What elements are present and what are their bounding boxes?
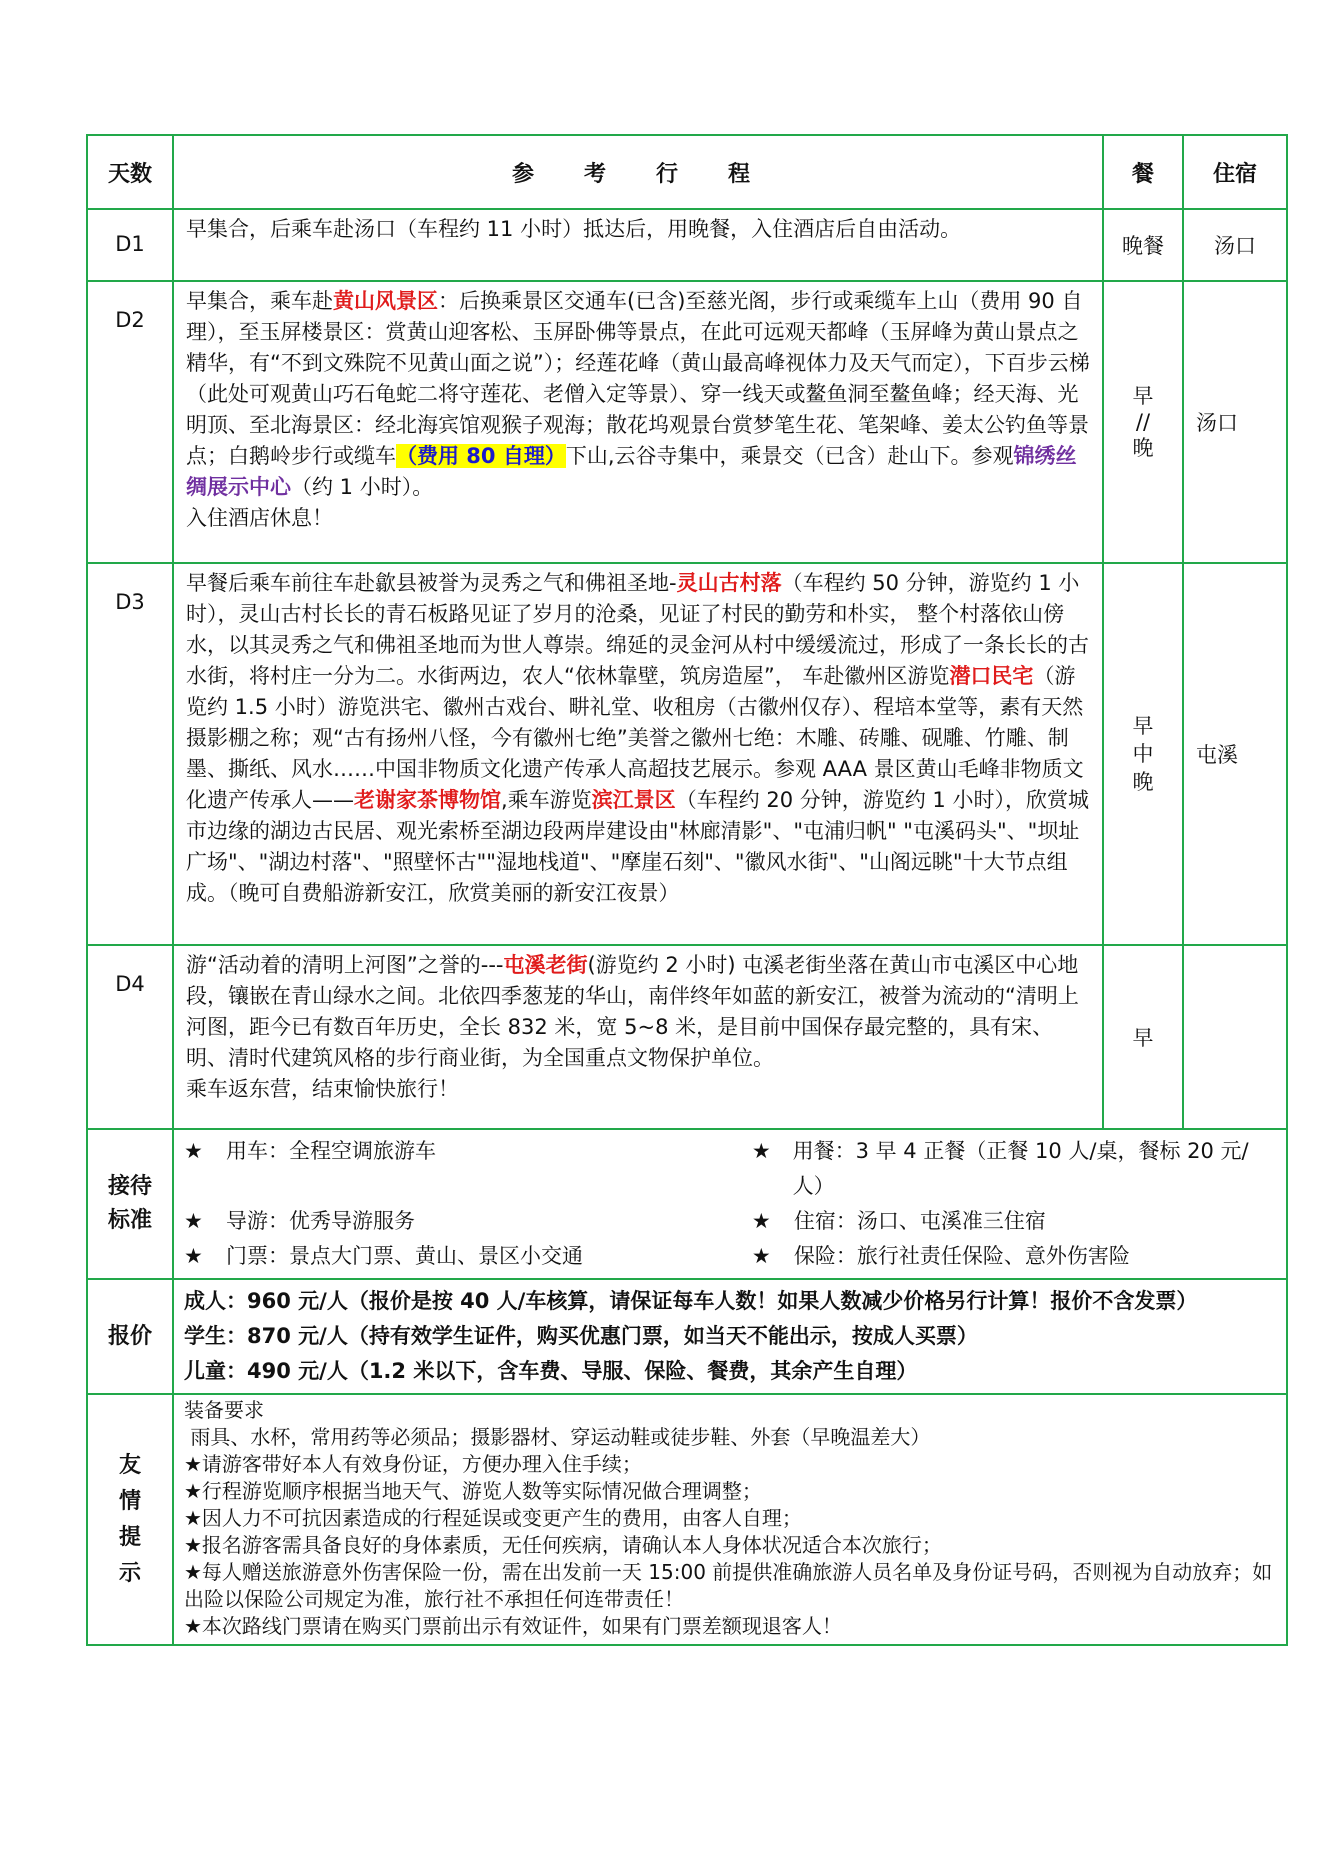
header-itinerary: 参 考 行 程 [173,135,1103,209]
tips-label: 友 情 提 示 [87,1394,173,1645]
tips-line: ★行程游览顺序根据当地天气、游览人数等实际情况做合理调整； [184,1479,762,1503]
price-row [87,1279,1287,1394]
itinerary-sheet [86,134,1286,1646]
standard-item-text: 用车：全程空调旅游车 [226,1139,436,1163]
day-hotel [1183,945,1287,1129]
day-hotel: 汤口 [1183,281,1287,563]
tips-line: ★报名游客需具备良好的身体素质，无任何疾病，请确认本人身体状况适合本次旅行； [184,1533,942,1557]
day-row-d4 [87,945,1287,1129]
price-student: 学生：870 元/人（持有效学生证件，购买优惠门票，如当天不能出示，按成人买票） [184,1324,978,1348]
tips-line: 装备要求 [184,1398,264,1422]
standard-line [184,1239,1276,1274]
spot-name: 锦绣丝绸展示中心 [186,444,1077,499]
standard-item [752,1204,1276,1239]
spot-name: 滨江景区 [591,788,676,812]
itinerary-table [86,134,1288,1646]
star-icon: ★ [751,1209,771,1233]
standard-label: 接待 标准 [87,1129,173,1279]
day-row-d1 [87,209,1287,281]
text-segment: 游“活动着的清明上河图”之誉的--- [186,953,504,977]
tips-line: ★每人赠送旅游意外伤害保险一份，需在出发前一天 15:00 前提供准确旅游人员名单及身份证号码，否则视为自动放弃；如出险以保险公司规定为准，旅行社不承担任何连带责任！ [184,1560,1273,1611]
tips-line: ★因人力不可抗因素造成的行程延误或变更产生的费用，由客人自理； [184,1506,802,1530]
standard-item-text: 住宿：汤口、屯溪准三住宿 [793,1209,1046,1233]
star-icon: ★ [184,1139,203,1163]
day-meal: 早 中 晚 [1103,563,1183,945]
standard-list [173,1129,1287,1279]
day-meal: 早 [1103,945,1183,1129]
header-row [87,135,1287,209]
tips-row [87,1394,1287,1645]
standard-item [752,1239,1276,1274]
spot-name: 老谢家茶博物馆 [354,788,501,812]
header-meal: 餐 [1103,135,1183,209]
tips-line: ★请游客带好本人有效身份证，方便办理入住手续； [184,1452,642,1476]
tips-list [173,1394,1287,1645]
day-row-d3 [87,563,1287,945]
spot-name: 黄山风景区 [333,289,438,313]
standard-item [752,1134,1276,1204]
star-icon: ★ [751,1244,771,1268]
star-icon: ★ [751,1139,771,1163]
standard-item-text: 门票：景点大门票、黄山、景区小交通 [226,1244,583,1268]
day-hotel: 汤口 [1183,209,1287,281]
tips-line: 雨具、水杯，常用药等必须品；摄影器材、穿运动鞋或徒步鞋、外套（早晚温差大） [184,1425,931,1449]
highlighted-note: （费用 80 自理） [396,444,566,468]
header-hotel: 住宿 [1183,135,1287,209]
standard-line [184,1134,1276,1204]
text-segment: ,乘车游览 [501,788,592,812]
text-segment: 早集合，乘车赴 [186,289,333,313]
standard-item [184,1134,752,1204]
text-segment: （游览约 1.5 小时）游览洪宅、徽州古戏台、畊礼堂、收租房（古徽州仅存）、程培本堂等，素有天然摄影棚之称；观“古有扬州八怪，今有徽州七绝”美誉之徽州七绝：木雕、砖雕、砚雕、竹雕、制墨、撕纸、风水……中国非物质文化遗产传承人高超技艺展示。参观 AAA 景区黄山毛峰非物质文化遗产传承人—— [186,664,1084,812]
standard-row [87,1129,1287,1279]
text-segment: （车程约 50 分钟，游览约 1 小时），灵山古村长长的青石板路见证了岁月的沧桑，见证了村民的勤劳和朴实， 整个村落依山傍水，以其灵秀之气和佛祖圣地而为世人尊崇。绵延的灵金河从村中缓缓流过，形成了一条长长的古水街，将村庄一分为二。水街两边，农人“依林靠壁，筑房造屋”， 车赴徽州区游览 [186,571,1089,688]
text-segment: 早餐后乘车前往车赴歙县被誉为灵秀之气和佛祖圣地- [186,571,677,595]
tips-line: ★本次路线门票请在购买门票前出示有效证件，如果有门票差额现退客人！ [184,1614,842,1638]
day-meal: 晚餐 [1103,209,1183,281]
spot-name: 潜口民宅 [949,664,1034,688]
day-hotel: 屯溪 [1183,563,1287,945]
star-icon: ★ [184,1244,203,1268]
price-adult: 成人：960 元/人（报价是按 40 人/车核算，请保证每车人数！如果人数减少价格另行计算！报价不含发票） [184,1289,1198,1313]
header-days: 天数 [87,135,173,209]
price-child: 儿童：490 元/人（1.2 米以下，含车费、导服、保险、餐费，其余产生自理） [184,1359,918,1383]
spot-name: 屯溪老街 [503,953,588,977]
standard-item [184,1239,752,1274]
price-list [173,1279,1287,1394]
day-label: D1 [87,209,173,281]
text-segment: (游览约 2 小时) 屯溪老街坐落在黄山市屯溪区中心地段，镶嵌在青山绿水之间。北依四季葱茏的华山，南伴终年如蓝的新安江，被誉为流动的“清明上河图，距今已有数百年历史，全长 832 米，宽 5~8 米，是目前中国保存最完整的，具有宋、明、清时代建筑风格的步行商业街，为全国重点文物保护单位。 [186,953,1079,1070]
day-label: D4 [87,945,173,1129]
standard-item-text: 用餐：3 早 4 正餐（正餐 10 人/桌，餐标 20 元/人） [792,1139,1249,1198]
day-description [173,281,1103,563]
day-description [173,563,1103,945]
day-meal: 早 // 晚 [1103,281,1183,563]
standard-item [184,1204,752,1239]
standard-item-text: 保险：旅行社责任保险、意外伤害险 [793,1244,1130,1268]
day-description: 早集合，后乘车赴汤口（车程约 11 小时）抵达后，用晚餐，入住酒店后自由活动。 [173,209,1103,281]
text-segment: 入住酒店休息！ [186,506,333,530]
day-description [173,945,1103,1129]
text-segment: 乘车返东营，结束愉快旅行！ [186,1077,459,1101]
star-icon: ★ [184,1209,203,1233]
text-segment: 下山,云谷寺集中，乘景交（已含）赴山下。参观 [565,444,1014,468]
text-segment: ：后换乘景区交通车(已含)至慈光阁，步行或乘缆车上山（费用 90 自理），至玉屏楼景区：赏黄山迎客松、玉屏卧佛等景点，在此可远观天都峰（玉屏峰为黄山景点之精华，有“不到文殊院不见黄山面之说”）；经莲花峰（黄山最高峰视体力及天气而定），下百步云梯（此处可观黄山巧石龟蛇二将守莲花、老僧入定等景）、穿一线天或鳌鱼洞至鳌鱼峰；经天海、光明顶、至北海景区：经北海宾馆观猴子观海；散花坞观景台赏梦笔生花、笔架峰、姜太公钓鱼等景点；白鹅岭步行或缆车 [186,289,1090,468]
standard-item-text: 导游：优秀导游服务 [226,1209,415,1233]
day-row-d2 [87,281,1287,563]
spot-name: 灵山古村落 [676,571,782,595]
price-label: 报价 [87,1279,173,1394]
text-segment: （车程约 20 分钟，游览约 1 小时），欣赏城市边缘的湖边古民居、观光索桥至湖边段两岸建设由"林廊清影"、"屯浦归帆" "屯溪码头"、"坝址广场"、"湖边村落"、"照壁怀古""湿地栈道"、"摩崖石刻"、"徽风水街"、"山阁远眺"十大节点组成。（晚可自费船游新安江，欣赏美丽的新安江夜景） [186,788,1089,905]
day-label: D2 [87,281,173,563]
day-label: D3 [87,563,173,945]
standard-line [184,1204,1276,1239]
text-segment: （约 1 小时）。 [291,475,434,499]
